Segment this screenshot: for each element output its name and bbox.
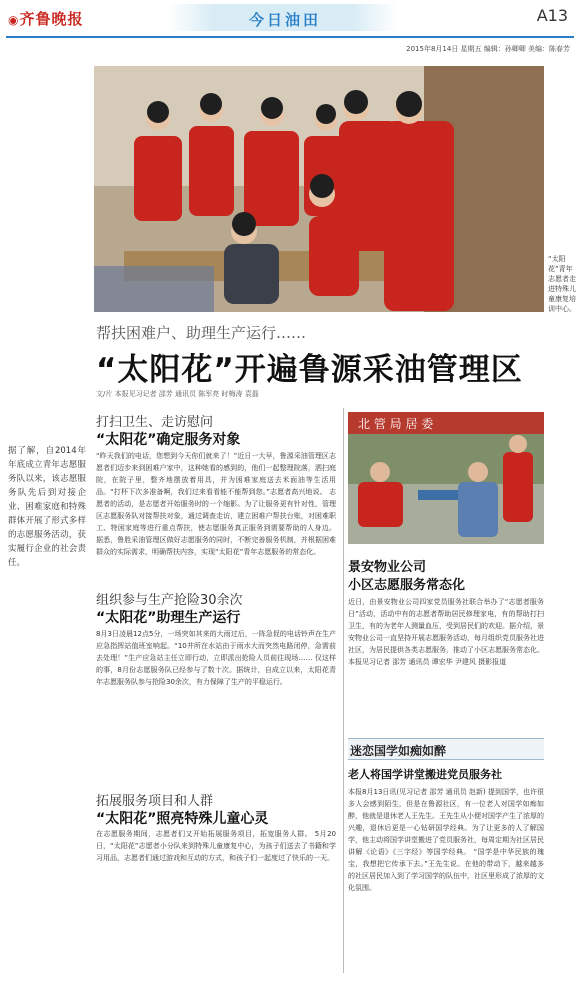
right-headline-2: 小区志愿服务常态化 (348, 578, 466, 593)
dateline: 2015年8月14日 星期五 编辑：孙卿卿 美编：陈春芳 (406, 45, 570, 53)
section-3-title: “太阳花”照亮特殊儿童心灵 (96, 811, 269, 827)
right-article-2-body: 本报8月13日讯(见习记者 邵芳 通讯员 赵新) 提到国学，也许很多人会感到陌生，但是在鲁源社区，有一位老人对国学如痴如醉，他就是退休老人王先生。王先生从小便对国学产生了浓厚的兴趣，退休后更是一心钻研国学经典。为了让更多的人了解国学，他主动将国学讲堂搬进了党员服务社，每周定期为社区居民讲解《论语》《三字经》等国学经典。 “国学是中华民族的瑰宝，我想把它传承下去。”王先生说。在他的带动下，越来越多的社区居民加入到了学习国学的队伍中，社区里形成了浓厚的文化氛围。 (348, 788, 544, 892)
photo-caption: “太阳花”青年志愿者走进特殊儿童康复培训中心。 (548, 255, 576, 313)
article-headline: “太阳花”开遍鲁源采油管理区 (96, 352, 523, 388)
newspaper-logo: ◉齐鲁晚报 (8, 10, 84, 28)
main-photo (94, 66, 544, 312)
right-headline-3: 老人将国学讲堂搬进党员服务社 (348, 768, 502, 781)
article-byline: 文/片 本报见习记者 邵芳 通讯员 陈军亮 时梅涛 袁磊 (96, 390, 259, 398)
section-2-kicker: 组织参与生产抢险30余次 (96, 593, 243, 608)
section-1-title: “太阳花”确定服务对象 (96, 432, 241, 448)
right-photo (348, 412, 544, 544)
right-headline-1: 景安物业公司 (348, 560, 427, 575)
section-3-kicker: 拓展服务项目和人群 (96, 794, 214, 809)
section-2-body: 8月3日凌晨12点5分，一场突如其来的大雨过后，一阵急促的电话铃声在生产应急指挥站值班室响起。“10井所在水站由于雨水大而突然电路闭停，急需前去处理！”生产应急站主任立即行动，立即派出抢险人员前往现场…… 仅这样的事，8月份志愿服务队已经参与了数十次。据统计，自成立以来，太阳花青年志愿服务队参与抢险30余次，有力保障了生产的平稳运行。 (96, 630, 336, 686)
article-kicker: 帮扶困难户、助理生产运行…… (96, 324, 307, 342)
section-title: 今日油田 (248, 11, 321, 29)
section-3-body: 在志愿服务期间，志愿者们又开始拓展服务项目，拓宽服务人群。 5月20日，“太阳花”志愿者小分队来到特殊儿童康复中心，为孩子们送去了书籍和学习用品，志愿者们通过游戏和互动的方式，和孩子们一起度过了快乐的一天。 (96, 830, 336, 862)
section-1-kicker: 打扫卫生、走访慰问 (96, 415, 214, 430)
banner-text: 北 管 局 居 委 (358, 417, 434, 431)
article-intro: 据了解，自2014年年底成立青年志愿服务队以来，该志愿服务队先后到对接企业、困难家庭和特殊群体开展了形式多样的志愿服务活动，获实履行企业的社会责任。 (8, 446, 86, 568)
section-1-body: “昨天我们的电话，您想到今天你们就来了！”近日一大早，鲁源采油管理区志愿者们迈步来到困难户家中，这种她看的感到的，他们一起整理院落，洒扫庭院，在院子里，整齐地摆放着用具，并为困难家庭送去米面油等生活用品。“打杯下次多准备啊，我们过来看看能不能帮到您。”志愿者高兴地说。 志愿者的活动，是志愿者开始服务时的一个缩影。为了让服务更有针对性，管理区志愿服务队对接帮扶对象，通过调查走访，建立困难户帮扶台账，对困难职工、特困家庭等进行重点帮扶，使志愿服务真正服务到需要帮助的人身边。 据悉，鲁胜采油管理区做好志愿服务的同时，不断完善服务机制，并根据困难群众的实际需求，明确帮扶内容，实现“太阳花”青年志愿服务的常态化。 (96, 452, 336, 556)
page-number: A13 (536, 6, 568, 25)
section-2-title: “太阳花”助理生产运行 (96, 610, 241, 626)
column-divider (343, 408, 344, 973)
right-box-title: 迷恋国学如痴如醉 (350, 744, 447, 758)
right-article-1-body: 近日，由景安物业公司四家党员服务社联合举办了“志愿者服务日”活动，活动中有的志愿者帮助居民修理家电，有的帮助打扫卫生，有的为老年人测量血压，受到居民们的欢迎。据介绍，景安物业公司一直坚持开展志愿服务活动，每月组织党员服务社进社区，为居民提供各类志愿服务，推动了小区志愿服务常态化。 本报见习记者 邵芳 通讯员 谭宏华 尹建风 摄影报道 (348, 598, 544, 666)
header-rule (6, 36, 574, 38)
